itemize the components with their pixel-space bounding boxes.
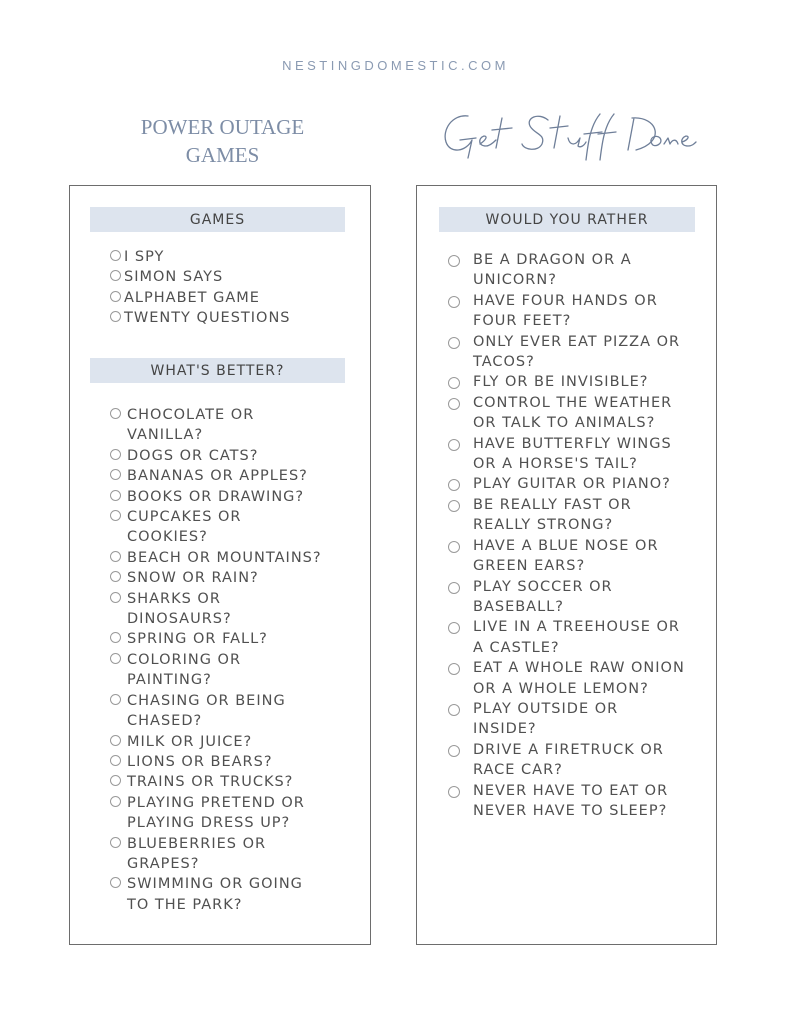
list-item[interactable] (110, 752, 325, 772)
item-label: ALPHABET GAME (124, 289, 260, 306)
item-label: SIMON SAYS (124, 269, 224, 286)
list-item[interactable] (110, 405, 325, 446)
list-item[interactable] (110, 568, 325, 588)
checkbox-circle-icon[interactable] (110, 551, 121, 562)
left-panel (69, 185, 371, 945)
item-label: PLAYING PRETEND OR PLAYING DRESS UP? (127, 794, 305, 832)
would-you-rather-list (447, 250, 685, 821)
list-item[interactable] (447, 617, 685, 658)
item-label: BOOKS OR DRAWING? (127, 488, 305, 505)
checkbox-circle-icon[interactable] (110, 510, 121, 521)
list-item[interactable] (447, 332, 685, 373)
list-item[interactable] (110, 288, 350, 308)
item-label: PLAY OUTSIDE OR INSIDE? (473, 700, 619, 738)
item-label: SHARKS OR DINOSAURS? (127, 590, 232, 628)
checkbox-circle-icon[interactable] (448, 439, 460, 451)
list-item[interactable] (110, 834, 325, 875)
right-panel (416, 185, 717, 945)
list-item[interactable] (447, 577, 685, 618)
checkbox-circle-icon[interactable] (448, 398, 460, 410)
checkbox-circle-icon[interactable] (448, 745, 460, 757)
item-label: CHOCOLATE OR VANILLA? (127, 407, 255, 444)
item-label: BANANAS OR APPLES? (127, 468, 308, 485)
item-label: CONTROL THE WEATHER OR TALK TO ANIMALS? (473, 394, 673, 432)
list-item[interactable] (447, 291, 685, 332)
checkbox-circle-icon[interactable] (110, 653, 121, 664)
item-label: SWIMMING OR GOING TO THE PARK? (127, 876, 303, 913)
item-label: BE REALLY FAST OR REALLY STRONG? (473, 496, 632, 534)
checkbox-circle-icon[interactable] (110, 837, 121, 848)
item-label: FLY OR BE INVISIBLE? (473, 374, 649, 391)
item-label: TRAINS OR TRUCKS? (127, 774, 294, 791)
whats-better-header: WHAT'S BETTER? (90, 358, 345, 383)
checkbox-circle-icon[interactable] (448, 786, 460, 798)
checkbox-circle-icon[interactable] (110, 877, 121, 888)
checkbox-circle-icon[interactable] (110, 291, 121, 302)
checkbox-circle-icon[interactable] (110, 408, 121, 419)
checkbox-circle-icon[interactable] (448, 704, 460, 716)
item-label: TWENTY QUESTIONS (124, 310, 291, 327)
list-item[interactable] (447, 699, 685, 740)
item-label: PLAY SOCCER OR BASEBALL? (473, 578, 613, 615)
checkbox-circle-icon[interactable] (110, 270, 121, 281)
list-item[interactable] (110, 507, 325, 548)
list-item[interactable] (447, 372, 685, 392)
item-label: SPRING OR FALL? (127, 631, 268, 648)
list-item[interactable] (447, 495, 685, 536)
checkbox-circle-icon[interactable] (448, 582, 460, 594)
games-list (110, 247, 350, 329)
get-stuff-done-script (438, 104, 698, 164)
item-label: BE A DRAGON OR A UNICORN? (473, 252, 632, 289)
list-item[interactable] (447, 781, 685, 822)
checkbox-circle-icon[interactable] (110, 796, 121, 807)
page-title-line1: POWER OUTAGE (140, 115, 305, 139)
checkbox-circle-icon[interactable] (110, 311, 121, 322)
list-item[interactable] (447, 474, 685, 494)
item-label: HAVE BUTTERFLY WINGS OR A HORSE'S TAIL? (473, 435, 672, 473)
checkbox-circle-icon[interactable] (448, 377, 460, 389)
item-label: EAT A WHOLE RAW ONION OR A WHOLE LEMON? (473, 660, 685, 697)
page-title-line2: GAMES (185, 143, 260, 167)
item-label: PLAY GUITAR OR PIANO? (473, 476, 671, 493)
checkbox-circle-icon[interactable] (110, 694, 121, 705)
checkbox-circle-icon[interactable] (448, 337, 460, 349)
checkbox-circle-icon[interactable] (448, 296, 460, 308)
list-item[interactable] (447, 536, 685, 577)
item-label: CUPCAKES OR COOKIES? (127, 509, 242, 546)
checkbox-circle-icon[interactable] (110, 469, 121, 480)
checkbox-circle-icon[interactable] (448, 622, 460, 634)
item-label: I SPY (124, 249, 165, 265)
checkbox-circle-icon[interactable] (110, 490, 121, 501)
list-item[interactable] (110, 874, 325, 915)
list-item[interactable] (447, 434, 685, 475)
item-label: CHASING OR BEING CHASED? (127, 692, 286, 730)
item-label: BEACH OR MOUNTAINS? (127, 549, 322, 566)
item-label: NEVER HAVE TO EAT OR NEVER HAVE TO SLEEP? (473, 782, 669, 819)
list-item[interactable] (110, 772, 325, 792)
list-item[interactable] (110, 308, 350, 328)
list-item[interactable] (110, 732, 325, 752)
list-item[interactable] (110, 487, 325, 507)
list-item[interactable] (447, 393, 685, 434)
item-label: MILK OR JUICE? (127, 733, 253, 750)
list-item[interactable] (110, 629, 325, 649)
page-title (110, 113, 335, 169)
item-label: SNOW OR RAIN? (127, 570, 259, 587)
item-label: ONLY EVER EAT PIZZA OR TACOS? (473, 333, 681, 371)
checkbox-circle-icon[interactable] (448, 663, 460, 675)
checkbox-circle-icon[interactable] (110, 632, 121, 643)
site-url: NESTINGDOMESTIC.COM (282, 58, 509, 73)
item-label: LIVE IN A TREEHOUSE OR A CASTLE? (473, 619, 680, 656)
list-item[interactable] (447, 658, 685, 699)
list-item[interactable] (447, 250, 685, 291)
list-item[interactable] (110, 793, 325, 834)
item-label: HAVE FOUR HANDS OR FOUR FEET? (473, 292, 658, 330)
checkbox-circle-icon[interactable] (110, 250, 121, 261)
item-label: LIONS OR BEARS? (127, 753, 273, 770)
item-label: DRIVE A FIRETRUCK OR RACE CAR? (473, 741, 664, 779)
checkbox-circle-icon[interactable] (110, 735, 121, 746)
checkbox-circle-icon[interactable] (448, 479, 460, 491)
item-label: BLUEBERRIES OR GRAPES? (127, 835, 267, 872)
list-item[interactable] (110, 691, 325, 732)
list-item[interactable] (447, 740, 685, 781)
checkbox-circle-icon[interactable] (110, 571, 121, 582)
checkbox-circle-icon[interactable] (448, 255, 460, 267)
item-label: HAVE A BLUE NOSE OR GREEN EARS? (473, 537, 659, 575)
list-item[interactable] (110, 466, 325, 486)
tagline-text: Get Stuff Done (438, 104, 446, 105)
checkbox-circle-icon[interactable] (448, 541, 460, 553)
list-item[interactable] (110, 446, 325, 466)
list-item[interactable] (110, 548, 325, 568)
list-item[interactable] (110, 650, 325, 691)
checkbox-circle-icon[interactable] (448, 500, 460, 512)
item-label: COLORING OR PAINTING? (127, 651, 242, 689)
checkbox-circle-icon[interactable] (110, 755, 121, 766)
checkbox-circle-icon[interactable] (110, 592, 121, 603)
checkbox-circle-icon[interactable] (110, 775, 121, 786)
checkbox-circle-icon[interactable] (110, 449, 121, 460)
games-header: GAMES (90, 207, 345, 232)
list-item[interactable] (110, 267, 350, 287)
list-item[interactable] (110, 589, 325, 630)
would-you-rather-header: WOULD YOU RATHER (439, 207, 695, 232)
whats-better-list (110, 405, 325, 915)
item-label: DOGS OR CATS? (127, 447, 259, 464)
list-item[interactable] (110, 247, 350, 267)
